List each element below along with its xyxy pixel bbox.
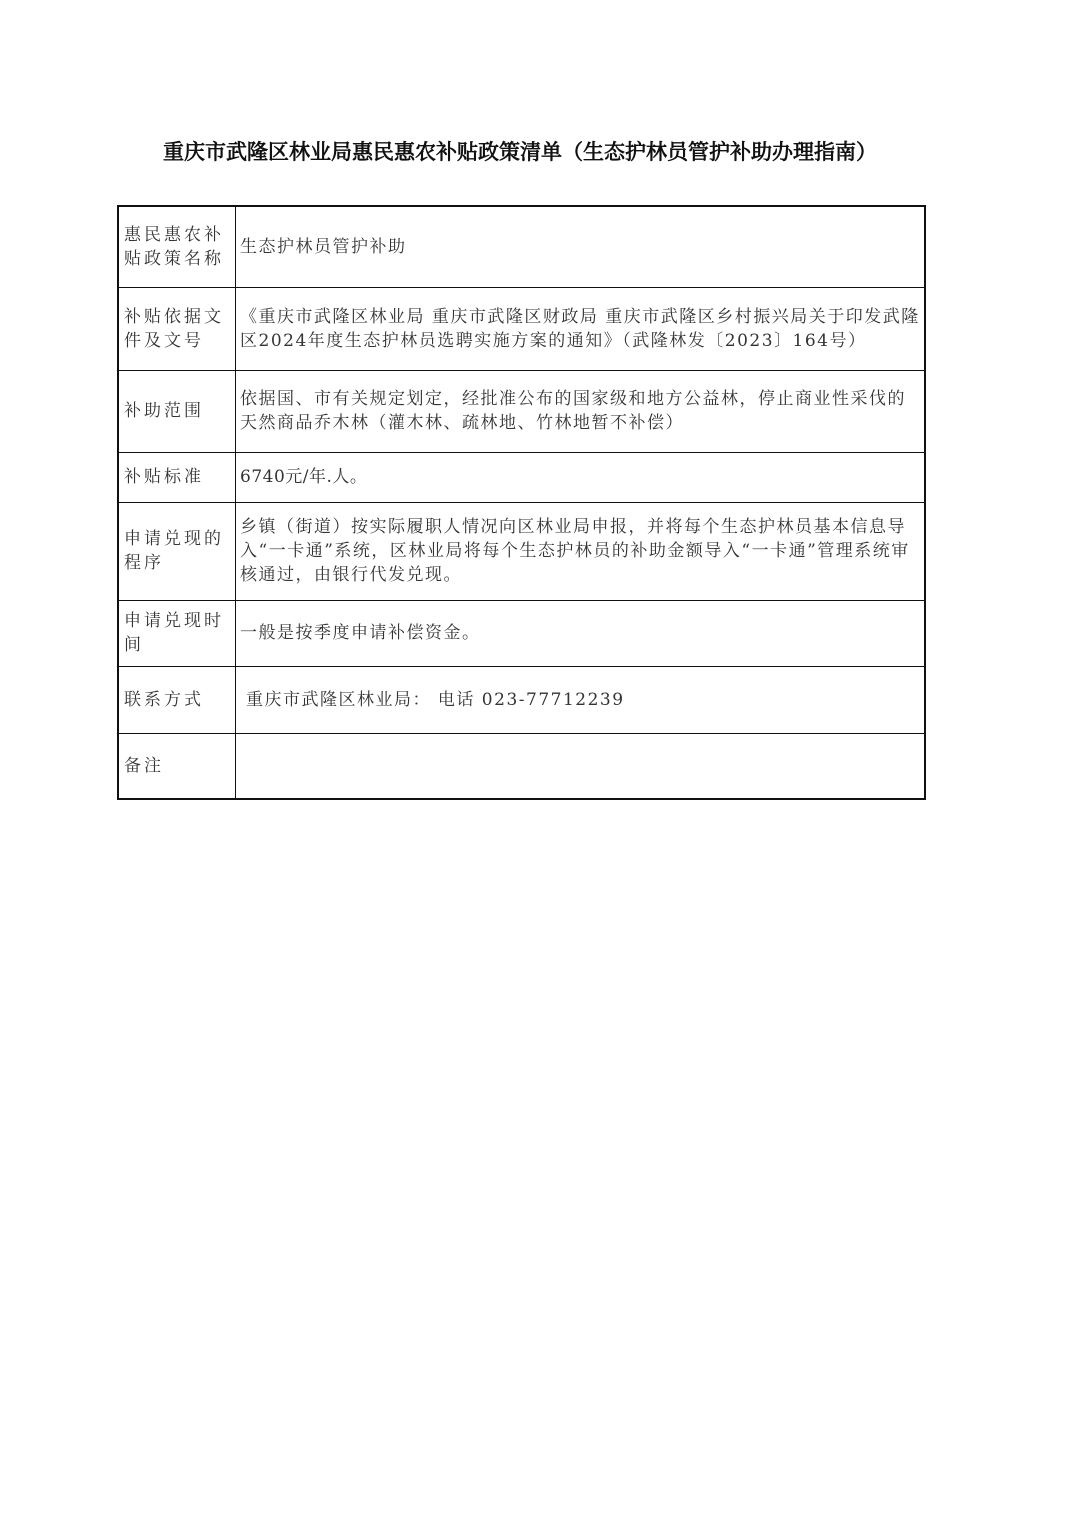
table-row-basis-document [118, 287, 925, 370]
row-value: 依据国、市有关规定划定，经批准公布的国家级和地方公益林，停止商业性采伐的天然商品乔木林（灌木林、疏林地、竹林地暂不补偿） [236, 370, 926, 452]
row-value: 6740元/年.人。 [236, 452, 926, 502]
row-value: 乡镇（街道）按实际履职人情况向区林业局申报，并将每个生态护林员基本信息导入“一卡通”系统，区林业局将每个生态护林员的补助金额导入“一卡通”管理系统审核通过，由银行代发兑现。 [236, 502, 926, 600]
row-label: 备注 [118, 733, 236, 799]
table-row-remarks [118, 733, 925, 799]
table-row-application-time [118, 600, 925, 666]
row-label: 惠民惠农补贴政策名称 [118, 206, 236, 287]
table-row-subsidy-scope [118, 370, 925, 452]
row-value: 生态护林员管护补助 [236, 206, 926, 287]
row-label: 联系方式 [118, 666, 236, 733]
document-title: 重庆市武隆区林业局惠民惠农补贴政策清单（生态护林员管护补助办理指南） [163, 139, 877, 164]
table-row-policy-name [118, 206, 925, 287]
row-value: 重庆市武隆区林业局： 电话 023-77712239 [236, 666, 926, 733]
row-label: 补贴依据文件及文号 [118, 287, 236, 370]
row-label: 补贴标准 [118, 452, 236, 502]
row-value [236, 733, 926, 799]
row-label: 补助范围 [118, 370, 236, 452]
table-row-application-procedure [118, 502, 925, 600]
row-label: 申请兑现时间 [118, 600, 236, 666]
row-label: 申请兑现的程序 [118, 502, 236, 600]
row-value: 《重庆市武隆区林业局 重庆市武隆区财政局 重庆市武隆区乡村振兴局关于印发武隆区2024年度生态护林员选聘实施方案的通知》（武隆林发〔2023〕164号） [236, 287, 926, 370]
table-row-subsidy-standard [118, 452, 925, 502]
policy-table [117, 205, 926, 800]
table-row-contact [118, 666, 925, 733]
row-value: 一般是按季度申请补偿资金。 [236, 600, 926, 666]
